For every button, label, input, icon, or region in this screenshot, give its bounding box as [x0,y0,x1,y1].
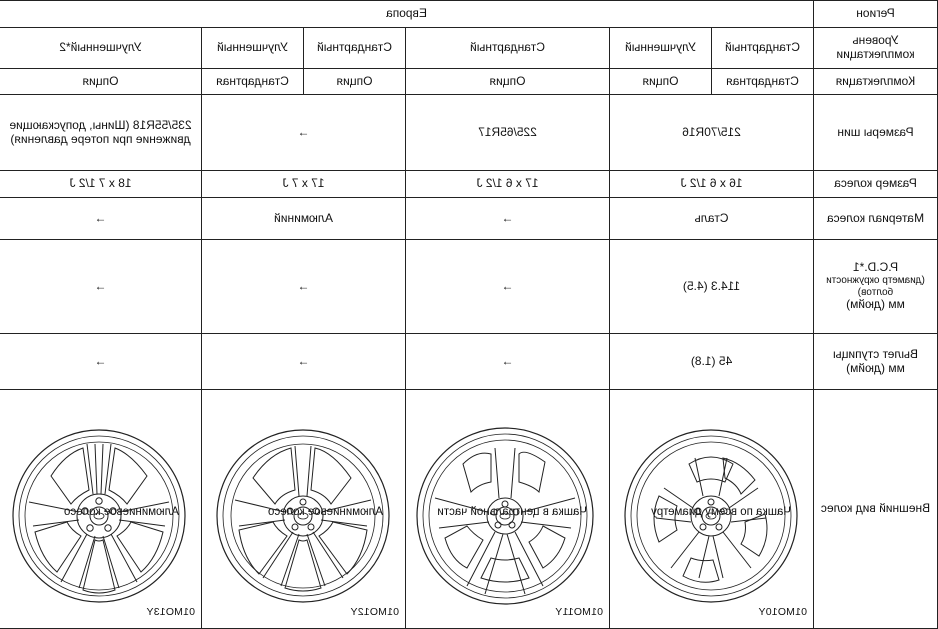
tire-size-cell: 235/55R18 (Шины, допускающие движение при потере давления) [0,95,202,171]
wheel-image-cell [406,390,610,629]
material-cell: Сталь [610,198,814,240]
pcd-cell: → [406,240,610,334]
pcd-row [0,240,938,334]
wheel-image-cell [610,390,814,629]
wheel-code: 01MO12Y [350,605,399,618]
pcd-cell: 114.3 (4.5) [610,240,814,334]
offset-cell: 45 (1.8) [610,334,814,390]
package-cell: Опция [0,69,202,95]
wheel-size-row [0,171,938,198]
offset-cell: → [0,334,202,390]
wheel-code: 01MO10Y [758,605,807,618]
tire-size-cell: 215/70R16 [610,95,814,171]
offset-cell: → [202,334,406,390]
wheel-size-label: Размер колеса [814,171,938,198]
offset-label [814,334,938,390]
region-row [0,1,938,28]
tire-size-label: Размеры шин [814,95,938,171]
wheel-size-cell: 17 x 7 J [202,171,406,198]
pcd-label-unit: мм (дюйм) [846,297,905,311]
tire-size-row [0,95,938,171]
appearance-row [0,390,938,629]
package-row [0,69,938,95]
wheel-code: 01MO11Y [555,605,603,618]
offset-label-main: Вылет ступицы [832,346,919,361]
grade-label: Уровень комплектации [814,28,938,69]
grade-cell: Улучшенный*2 [0,28,202,69]
wheel-size-cell: 16 x 6 1/2 J [610,171,814,198]
wheel-size-cell: 17 x 6 1/2 J [406,171,610,198]
pcd-label [814,240,938,334]
package-label: Комплектация [814,69,938,95]
pcd-cell: → [0,240,202,334]
grade-cell: Стандартный [712,28,814,69]
package-cell: Опция [406,69,610,95]
wheel-code: 01MO13Y [146,605,195,618]
alloy-wheel-twin-spoke-icon [12,418,187,608]
wheel-caption: Алюминиевое колесо [267,506,383,519]
offset-row [0,334,938,390]
pcd-label-main: P.C.D.*1 [852,260,899,275]
material-row [0,198,938,240]
tire-size-cell: → [202,95,406,171]
region-value: Европа [0,1,814,28]
steel-wheel-full-cap-icon [624,418,799,608]
offset-label-unit: мм (дюйм) [846,360,905,375]
material-label: Материал колеса [814,198,938,240]
wheel-image-cell [0,390,202,629]
grade-row [0,28,938,69]
wheel-size-cell: 18 x 7 1/2 J [0,171,202,198]
material-cell: → [406,198,610,240]
alloy-wheel-5-spoke-icon [216,418,391,608]
material-cell: Алюминий [202,198,406,240]
wheel-caption: Алюминиевое колесо [63,506,179,519]
region-label: Регион [814,1,938,28]
appearance-label: Внешний вид колес [814,390,938,629]
package-cell: Опция [610,69,712,95]
grade-cell: Улучшенный [610,28,712,69]
steel-wheel-center-cap-icon [415,418,595,608]
pcd-label-sub: (диаметр окружности болтов) [826,275,925,298]
grade-cell: Стандартный [304,28,406,69]
wheel-caption: Чашка по всему диаметру [651,506,791,519]
package-cell: Стандартная [202,69,304,95]
pcd-cell: → [202,240,406,334]
offset-cell: → [406,334,610,390]
wheel-image-cell [202,390,406,629]
grade-cell: Стандартный [406,28,610,69]
tire-size-cell: 225/65R17 [406,95,610,171]
package-cell: Опция [304,69,406,95]
package-cell: Стандартная [712,69,814,95]
grade-cell: Улучшенный [202,28,304,69]
wheel-caption: Чашка в центральной части [437,506,587,519]
material-cell: → [0,198,202,240]
